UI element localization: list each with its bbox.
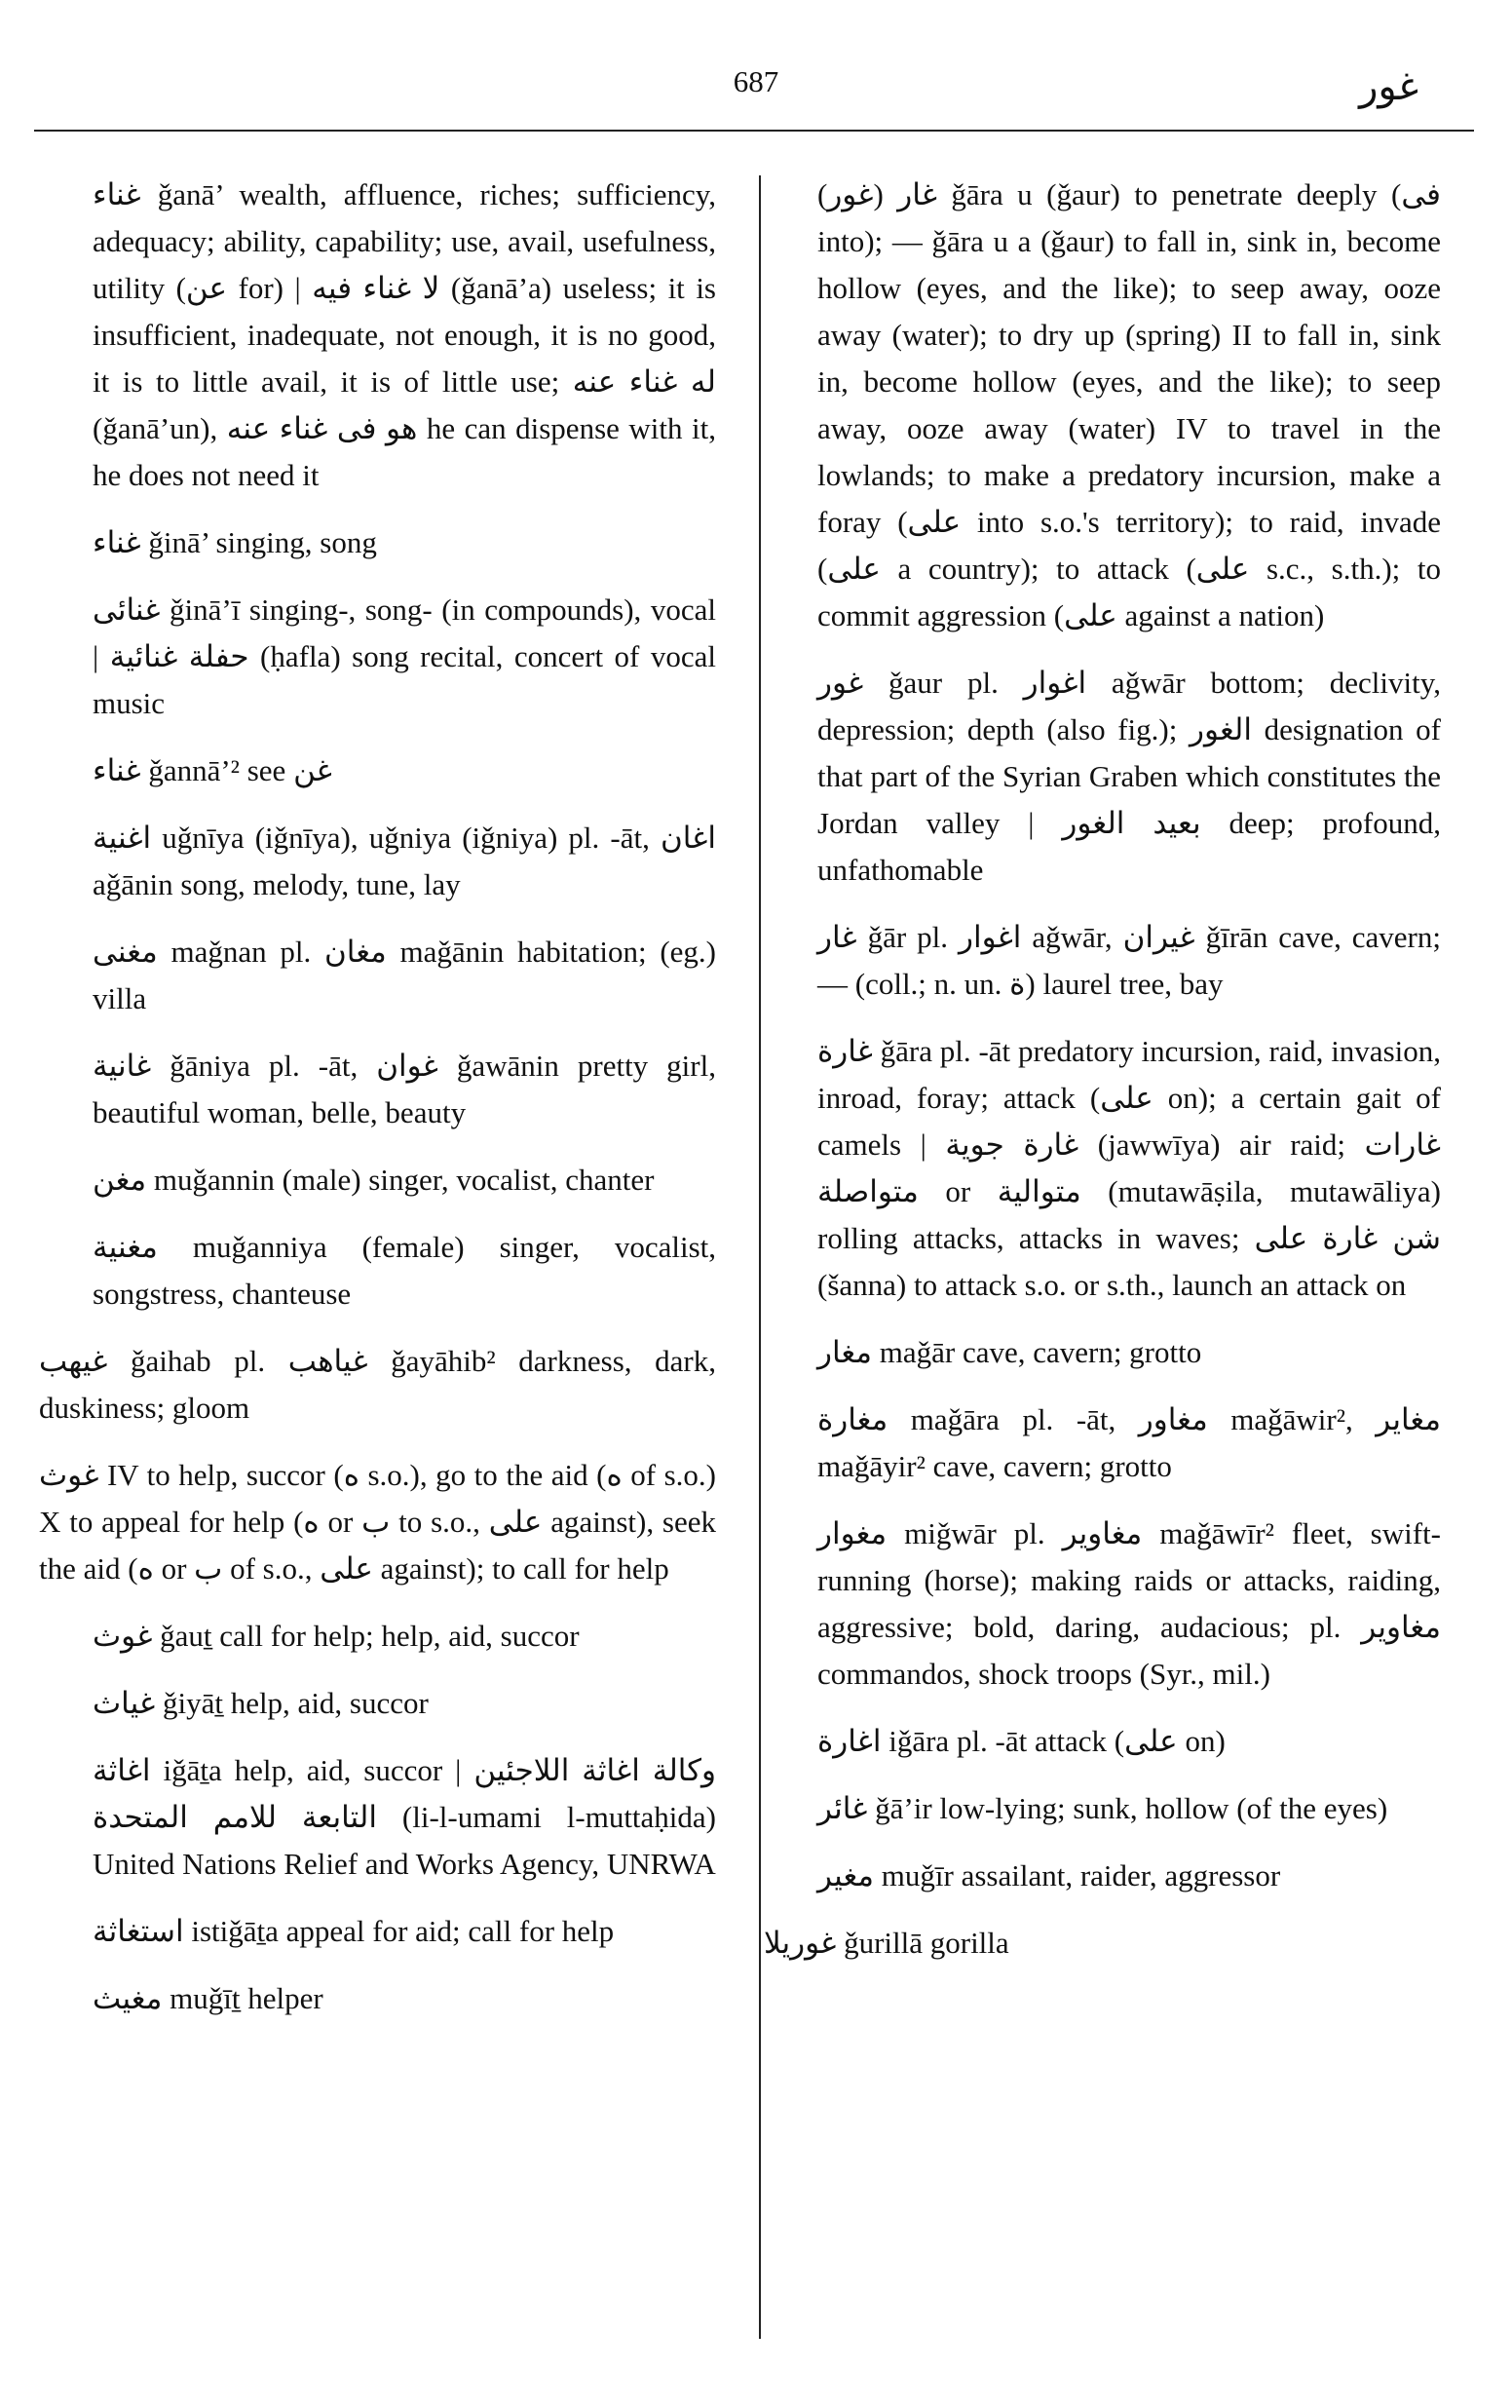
header-root-word: غور xyxy=(1359,64,1418,109)
dictionary-subentry: غور ǧaur pl. اغوار aǧwār bottom; declivity, depression; depth (also fig.); الغور designation of that part of the Syrian Graben which constitutes the Jordan valley | بعيد الغور deep; profound, unfathomable xyxy=(817,666,1441,887)
dictionary-subentry: غار (غور) ǧāra u (ǧaur) to penetrate deeply (فى into); — ǧāra u a (ǧaur) to fall in, sink in, become hollow (eyes, and the like); to seep away, ooze away (water); to dry up (spring) II to fall in, sink in, become hollow (eyes, and the like); to seep away, ooze away (water) IV to travel in the lowlands; to make a predatory incursion, make a foray (على into s.o.'s territory); to raid, invade (على a country); to attack (على s.c., s.th.); to commit aggression (على against a nation) xyxy=(817,177,1442,632)
dictionary-subentry: اغارة iǧāra pl. -āt attack (على on) xyxy=(817,1724,1226,1758)
dictionary-subentry: استغاثة istiǧāṯa appeal for aid; call for help xyxy=(93,1914,615,1948)
page-number: 687 xyxy=(733,64,779,98)
right-column xyxy=(764,172,1442,1987)
dictionary-subentry: مغير muǧīr assailant, raider, aggressor xyxy=(817,1858,1281,1892)
dictionary-subentry: مغنية muǧanniya (female) singer, vocalist, songstress, chanteuse xyxy=(93,1230,716,1311)
dictionary-subentry: مغوار miǧwār pl. مغاوير maǧāwīr² fleet, swift-running (horse); making raids or attacks, raiding, aggressive; bold, daring, audacious; pl. مغاوير commandos, shock troops (Syr., mil.) xyxy=(817,1516,1441,1691)
dictionary-main-entry: غيهب ǧaihab pl. غياهب ǧayāhib² darkness, dark, duskiness; gloom xyxy=(39,1344,716,1425)
dictionary-subentry: مغارة maǧāra pl. -āt, مغاور maǧāwir², مغاير maǧāyir² cave, cavern; grotto xyxy=(817,1402,1441,1483)
dictionary-subentry: مغار maǧār cave, cavern; grotto xyxy=(817,1335,1202,1369)
dictionary-subentry: غنائى ǧinā’ī singing-, song- (in compounds), vocal | حفلة غنائية (ḥafla) song recital, concert of vocal music xyxy=(93,592,716,720)
dictionary-subentry: غار ǧār pl. اغوار aǧwār, غيران ǧīrān cave, cavern; — (coll.; n. un. ة) laurel tree, bay xyxy=(817,920,1441,1001)
dictionary-subentry: اغاثة iǧāṯa help, aid, succor | وكالة اغاثة اللاجئين التابعة للامم المتحدة (li-l-umami l-muttaḥida) United Nations Relief and Works Agency, UNRWA xyxy=(93,1753,716,1881)
dictionary-subentry: غناء ǧinā’ singing, song xyxy=(93,525,377,559)
dictionary-subentry: غناء ǧannā’² see غن xyxy=(93,753,332,787)
dictionary-main-entry: غوريلا ǧurillā gorilla xyxy=(764,1926,1009,1960)
dictionary-main-entry: غوث IV to help, succor (ه s.o.), go to the aid (ه of s.o.) X to appeal for help (ه or ب to s.o., على against), seek the aid (ه or ب of s.o., على against); to call for help xyxy=(39,1458,717,1586)
dictionary-subentry: غارة ǧāra pl. -āt predatory incursion, raid, invasion, inroad, foray; attack (على on); a certain gait of camels | غارة جوية (jawwīya) air raid; غارات متواصلة or متوالية (mutawāṣila, mutawāliya) rolling attacks, attacks in waves; شن غارة على (šanna) to attack s.o. or s.th., launch an attack on xyxy=(817,1034,1442,1302)
dictionary-subentry: غناء ǧanā’ wealth, affluence, riches; sufficiency, adequacy; ability, capability; use, avail, usefulness, utility (عن for) | لا غناء فيه (ǧanā’a) useless; it is insufficient, inadequate, not enough, it is no good, it is to little avail, it is of little use; له غناء عنه (ǧanā’un), هو فى غناء عنه he can dispense with it, he does not need it xyxy=(93,177,716,492)
dictionary-subentry: غوث ǧauṯ call for help; help, aid, succor xyxy=(93,1619,580,1653)
column-divider xyxy=(759,175,761,2339)
dictionary-subentry: غياث ǧiyāṯ help, aid, succor xyxy=(93,1686,429,1720)
left-column xyxy=(39,172,717,2043)
header-rule xyxy=(34,130,1474,132)
dictionary-subentry: مغن muǧannin (male) singer, vocalist, chanter xyxy=(93,1163,655,1197)
dictionary-subentry: اغنية uǧnīya (iǧnīya), uǧniya (iǧniya) pl. -āt, اغان aǧānin song, melody, tune, lay xyxy=(93,821,716,901)
dictionary-subentry: غانية ǧāniya pl. -āt, غوان ǧawānin pretty girl, beautiful woman, belle, beauty xyxy=(93,1049,716,1129)
dictionary-subentry: غائر ǧā’ir low-lying; sunk, hollow (of the eyes) xyxy=(817,1791,1388,1825)
dictionary-subentry: مغنى maǧnan pl. مغان maǧānin habitation; (eg.) villa xyxy=(93,935,716,1015)
dictionary-subentry: مغيث muǧīṯ helper xyxy=(93,1981,323,2015)
